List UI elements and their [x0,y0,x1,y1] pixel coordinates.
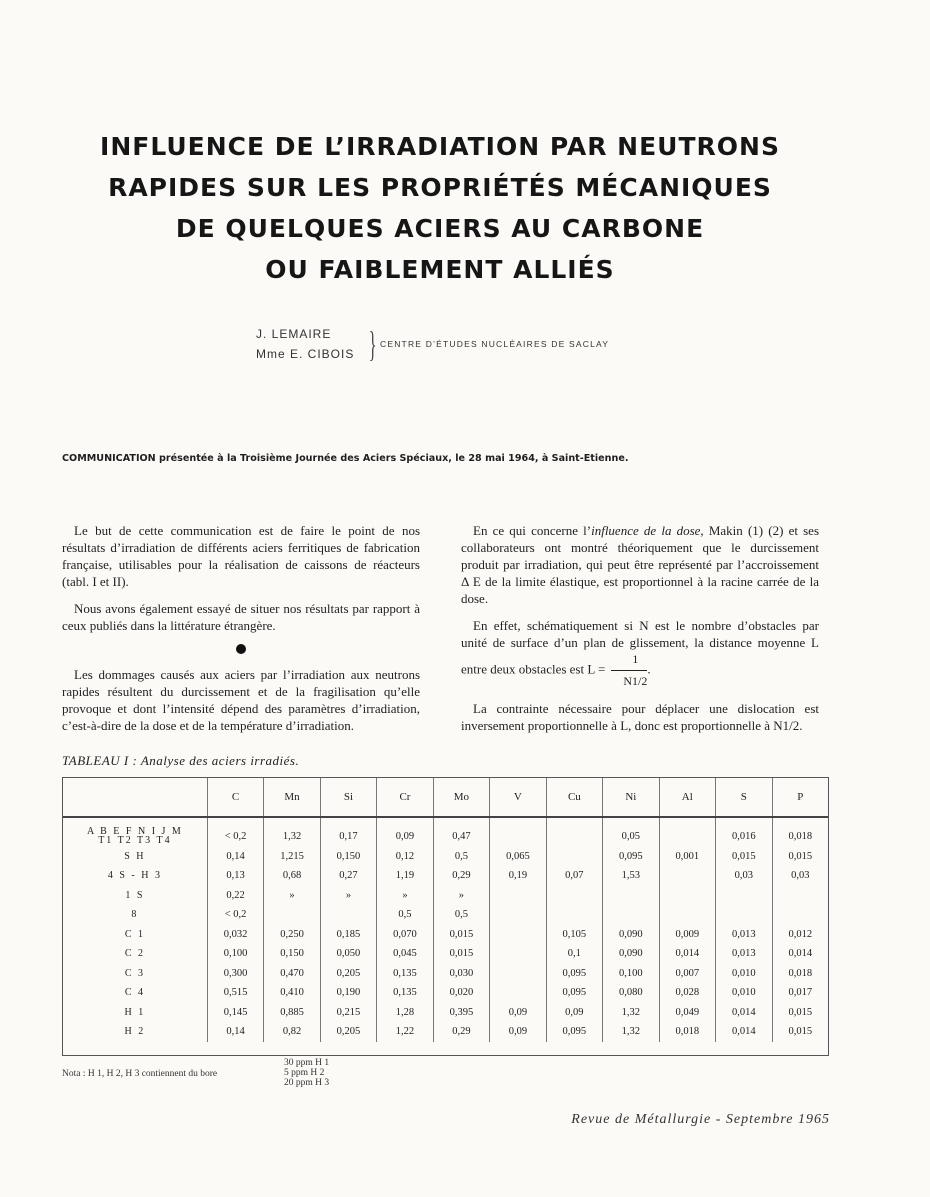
table-cell [603,886,659,906]
table-cell: 1,22 [377,1022,433,1042]
table-cell: » [377,886,433,906]
affiliation: CENTRE D’ÉTUDES NUCLÉAIRES DE SACLAY [380,339,610,349]
table-cell [659,905,715,925]
table-cell: 0,17 [320,817,376,847]
paragraph: Nous avons également essayé de situer nos résultats par rapport à ceux publiés dans la littérature étrangère. [62,601,420,633]
table-cell: 0,205 [320,964,376,984]
table-cell: 0,015 [772,1022,828,1042]
row-label: 8 [131,909,139,921]
row-label: H 1 [124,1006,146,1018]
title-line: OU FAIBLEMENT ALLIÉS [265,255,615,284]
header-cell: Si [320,778,376,817]
table-cell: 0,29 [433,866,489,886]
table-cell: 0,09 [490,1003,546,1023]
table-cell: 0,135 [377,983,433,1003]
table-cell: 0,82 [264,1022,320,1042]
table-cell: 0,090 [603,925,659,945]
table-cell: 1,32 [264,817,320,847]
header-cell: Mn [264,778,320,817]
table-row [63,866,828,886]
table-cell: 0,135 [377,964,433,984]
grade-label-line: A B E F N I J M [86,826,183,838]
title-line: INFLUENCE DE L’IRRADIATION PAR NEUTRONS [100,132,780,161]
table-cell [546,847,602,867]
table-cell: 0,015 [772,847,828,867]
title-line: RAPIDES SUR LES PROPRIÉTÉS MÉCANIQUES [108,173,772,202]
table-row [63,1003,828,1023]
section-bullet [236,644,246,654]
table-cell: 0,515 [207,983,263,1003]
right-column [461,522,819,744]
author-name: Mme E. CIBOIS [256,347,355,361]
table-cell [490,964,546,984]
table-cell: 1,19 [377,866,433,886]
table-cell: 0,5 [433,905,489,925]
header-cell: Cu [546,778,602,817]
table-cell: 0,070 [377,925,433,945]
row-label: S H [124,850,146,862]
row-label: C 4 [124,987,145,999]
table-cell: 0,065 [490,847,546,867]
table-cell: 0,018 [772,964,828,984]
text-run: En ce qui concerne l’ [473,523,592,538]
paragraph [461,522,819,607]
table-cell: 0,095 [546,964,602,984]
table-cell: 0,013 [716,944,772,964]
table-cell: 0,47 [433,817,489,847]
table-cell: 0,22 [207,886,263,906]
left-column [62,522,420,744]
note-line: 20 ppm H 3 [284,1078,330,1088]
table-cell: 0,100 [603,964,659,984]
table-cell: 0,14 [207,1022,263,1042]
table-cell: 0,885 [264,1003,320,1023]
table-cell: 0,1 [546,944,602,964]
header-cell: S [716,778,772,817]
table-row [63,886,828,906]
table-cell: » [264,886,320,906]
table-cell: 0,014 [716,1022,772,1042]
table-cell: 0,017 [772,983,828,1003]
header-cell: Mo [433,778,489,817]
table-cell [490,983,546,1003]
paragraph: Le but de cette communication est de faire le point de nos résultats d’irradiation de différents aciers ferritiques de fabrication française, utilisables pour la réalisation de caissons de réacteurs (tabl. I et II). [62,523,420,589]
communication-note: COMMUNICATION présentée à la Troisième Journée des Aciers Spéciaux, le 28 mai 1964, à Saint-Etienne. [62,453,629,464]
author-list [256,324,354,364]
table-cell [546,905,602,925]
table-cell: 0,010 [716,983,772,1003]
title-line: DE QUELQUES ACIERS AU CARBONE [175,214,705,243]
table-cell: 0,015 [772,1003,828,1023]
table-cell: 0,015 [433,944,489,964]
note-line: 5 ppm H 2 [284,1068,325,1078]
table-cell: 0,395 [433,1003,489,1023]
table-cell: 1,215 [264,847,320,867]
row-label: C 2 [124,948,145,960]
table-cell [490,886,546,906]
table-grid [63,778,828,1042]
table-header-row [63,778,828,817]
table-cell: 0,03 [772,866,828,886]
paragraph: En effet, schématiquement si N est le nombre d’obstacles par unité de surface d’un plan de glissement, la distance moyenne L entre deux obstacles est L = $\frac{1}{N1/2}$ . [461,618,819,688]
table-cell [490,905,546,925]
table-cell: 1,32 [603,1022,659,1042]
table-cell: 0,100 [207,944,263,964]
table-cell: 0,19 [490,866,546,886]
table-cell: 0,016 [716,817,772,847]
table-cell: 0,010 [716,964,772,984]
table-cell [772,886,828,906]
table-cell: 0,470 [264,964,320,984]
table-cell: 0,018 [772,817,828,847]
table-cell: < 0,2 [207,817,263,847]
table-row [63,925,828,945]
row-label: C 1 [124,928,145,940]
fraction-numerator: 1 [611,651,647,671]
table-cell: » [320,886,376,906]
table-cell: 0,020 [433,983,489,1003]
table-cell: 0,090 [603,944,659,964]
table-body [63,817,828,1042]
table-cell: 1,32 [603,1003,659,1023]
table-cell: 0,145 [207,1003,263,1023]
table-row [63,847,828,867]
table-cell: 0,014 [659,944,715,964]
table-cell: 0,050 [320,944,376,964]
table-cell: 0,03 [716,866,772,886]
table-cell [546,817,602,847]
table-cell: 0,185 [320,925,376,945]
table-cell: 0,080 [603,983,659,1003]
table-cell: 0,095 [603,847,659,867]
table-cell: 0,007 [659,964,715,984]
table-row [63,944,828,964]
table-cell: 0,09 [377,817,433,847]
table-cell: 0,018 [659,1022,715,1042]
table-cell: 0,032 [207,925,263,945]
text-run: En effet, schématiquement si N est le nombre d’obstacles par unité de surface d’un plan de glissement, la distance moyenne L entre deux obstacles est L = [461,618,819,677]
table-cell [490,925,546,945]
table-cell [603,905,659,925]
table-cell: 0,001 [659,847,715,867]
paragraph: Les dommages causés aux aciers par l’irradiation aux neutrons rapides résultent du durcissement et de la fragilisation qu’elle provoque et dont l’intensité dépend des paramètres d’irradiation, c’est-à-dire de la dose et de la température d’irradiation. [62,667,420,733]
table-cell: 0,09 [546,1003,602,1023]
header-cell: V [490,778,546,817]
paragraph: La contrainte nécessaire pour déplacer une dislocation est inversement proportionnelle à L, donc est proportionnelle à N1/2. [461,701,819,733]
table-cell: 0,150 [264,944,320,964]
table-cell: 0,009 [659,925,715,945]
table-cell [320,905,376,925]
table-cell: 0,049 [659,1003,715,1023]
table-cell [659,866,715,886]
header-cell-blank [63,778,207,817]
table-cell: 0,68 [264,866,320,886]
grade-label-stack [87,827,183,845]
table-cell: 0,015 [716,847,772,867]
article-title [60,126,820,290]
row-label: H 2 [124,1026,146,1038]
row-label: 1 S [125,889,145,901]
table-cell: 0,12 [377,847,433,867]
table-cell [546,886,602,906]
table-cell [659,817,715,847]
header-cell: Cr [377,778,433,817]
italic-run: influence de la dose, [591,523,704,538]
table-row [63,964,828,984]
table-row [63,905,828,925]
table-cell: 0,250 [264,925,320,945]
note-line: 30 ppm H 1 [284,1058,330,1068]
analysis-table [62,777,829,1056]
table-cell [772,905,828,925]
note-stack [284,1058,329,1088]
table-cell: 0,410 [264,983,320,1003]
header-cell: Al [659,778,715,817]
header-cell: P [772,778,828,817]
table-cell [659,886,715,906]
journal-footer: Revue de Métallurgie - Septembre 1965 [571,1112,830,1127]
table-cell: 0,07 [546,866,602,886]
table-cell: 0,215 [320,1003,376,1023]
table-row [63,983,828,1003]
header-cell: C [207,778,263,817]
table-cell: 0,5 [377,905,433,925]
row-label: 4 S - H 3 [107,870,162,882]
row-label [63,817,207,847]
table-cell [490,817,546,847]
table-row [63,817,828,847]
text-run: Makin (1) (2) et ses collaborateurs ont montré théoriquement que le durcissement produit par irradiation, qui peut être représenté par l’accroissement Δ E de la limite élastique, est proportionnel à la racine carrée de la dose. [461,523,820,606]
row-label: C 3 [124,967,145,979]
table-cell: 0,27 [320,866,376,886]
table-cell: 0,014 [772,944,828,964]
fraction-denominator: N1/2 [623,674,648,688]
author-name: J. LEMAIRE [256,327,332,341]
table-cell: 0,300 [207,964,263,984]
table-cell: 0,028 [659,983,715,1003]
header-cell: Ni [603,778,659,817]
table-cell [716,886,772,906]
fraction [611,651,647,690]
table-cell: 0,5 [433,847,489,867]
note-text: Nota : H 1, H 2, H 3 contiennent du bore [62,1069,218,1079]
table-cell: 0,09 [490,1022,546,1042]
table-cell: 0,205 [320,1022,376,1042]
table-cell: 0,014 [716,1003,772,1023]
table-cell: 0,14 [207,847,263,867]
table-cell: 0,105 [546,925,602,945]
table-cell: 0,190 [320,983,376,1003]
table-cell [716,905,772,925]
brace-glyph: } [368,324,377,364]
table-cell: 0,29 [433,1022,489,1042]
table-cell: 0,095 [546,983,602,1003]
table-caption: TABLEAU I : Analyse des aciers irradiés. [62,753,300,768]
table-cell: 0,150 [320,847,376,867]
table-cell: 0,13 [207,866,263,886]
table-cell: 0,045 [377,944,433,964]
table-cell: 0,015 [433,925,489,945]
table-cell [264,905,320,925]
table-cell: 0,095 [546,1022,602,1042]
table-cell: » [433,886,489,906]
table-cell: < 0,2 [207,905,263,925]
table-cell: 1,28 [377,1003,433,1023]
table-cell: 1,53 [603,866,659,886]
table-cell: 0,013 [716,925,772,945]
table-cell [490,944,546,964]
table-cell: 0,030 [433,964,489,984]
table-row [63,1022,828,1042]
grade-label-line: T1 T2 T3 T4 [98,835,172,847]
table-cell: 0,012 [772,925,828,945]
table-cell: 0,05 [603,817,659,847]
